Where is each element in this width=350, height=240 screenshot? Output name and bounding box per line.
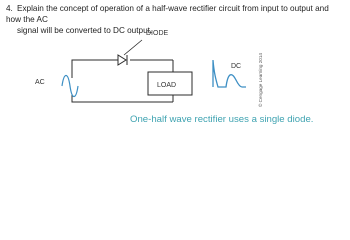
question-body-1: Explain the concept of operation of a half-wave rectifier circuit from input to output and how the AC [6,4,329,24]
diode-pointer [124,40,142,55]
dc-label: DC [231,63,242,70]
question-number: 4. [6,4,13,13]
credit-text: © Cengage Learning 2014 [258,53,263,107]
diode-label: DIODE [146,30,169,37]
top-wire-left [72,60,118,78]
question-line-2: signal will be converted to DC output. [17,26,153,35]
load-label: LOAD [157,82,177,89]
ac-wave-icon [62,76,78,97]
figure-caption: One-half wave rectifier uses a single diode. [130,114,314,125]
ac-label: AC [35,79,45,86]
diode-symbol [118,55,127,65]
diode-triangle [118,55,126,65]
